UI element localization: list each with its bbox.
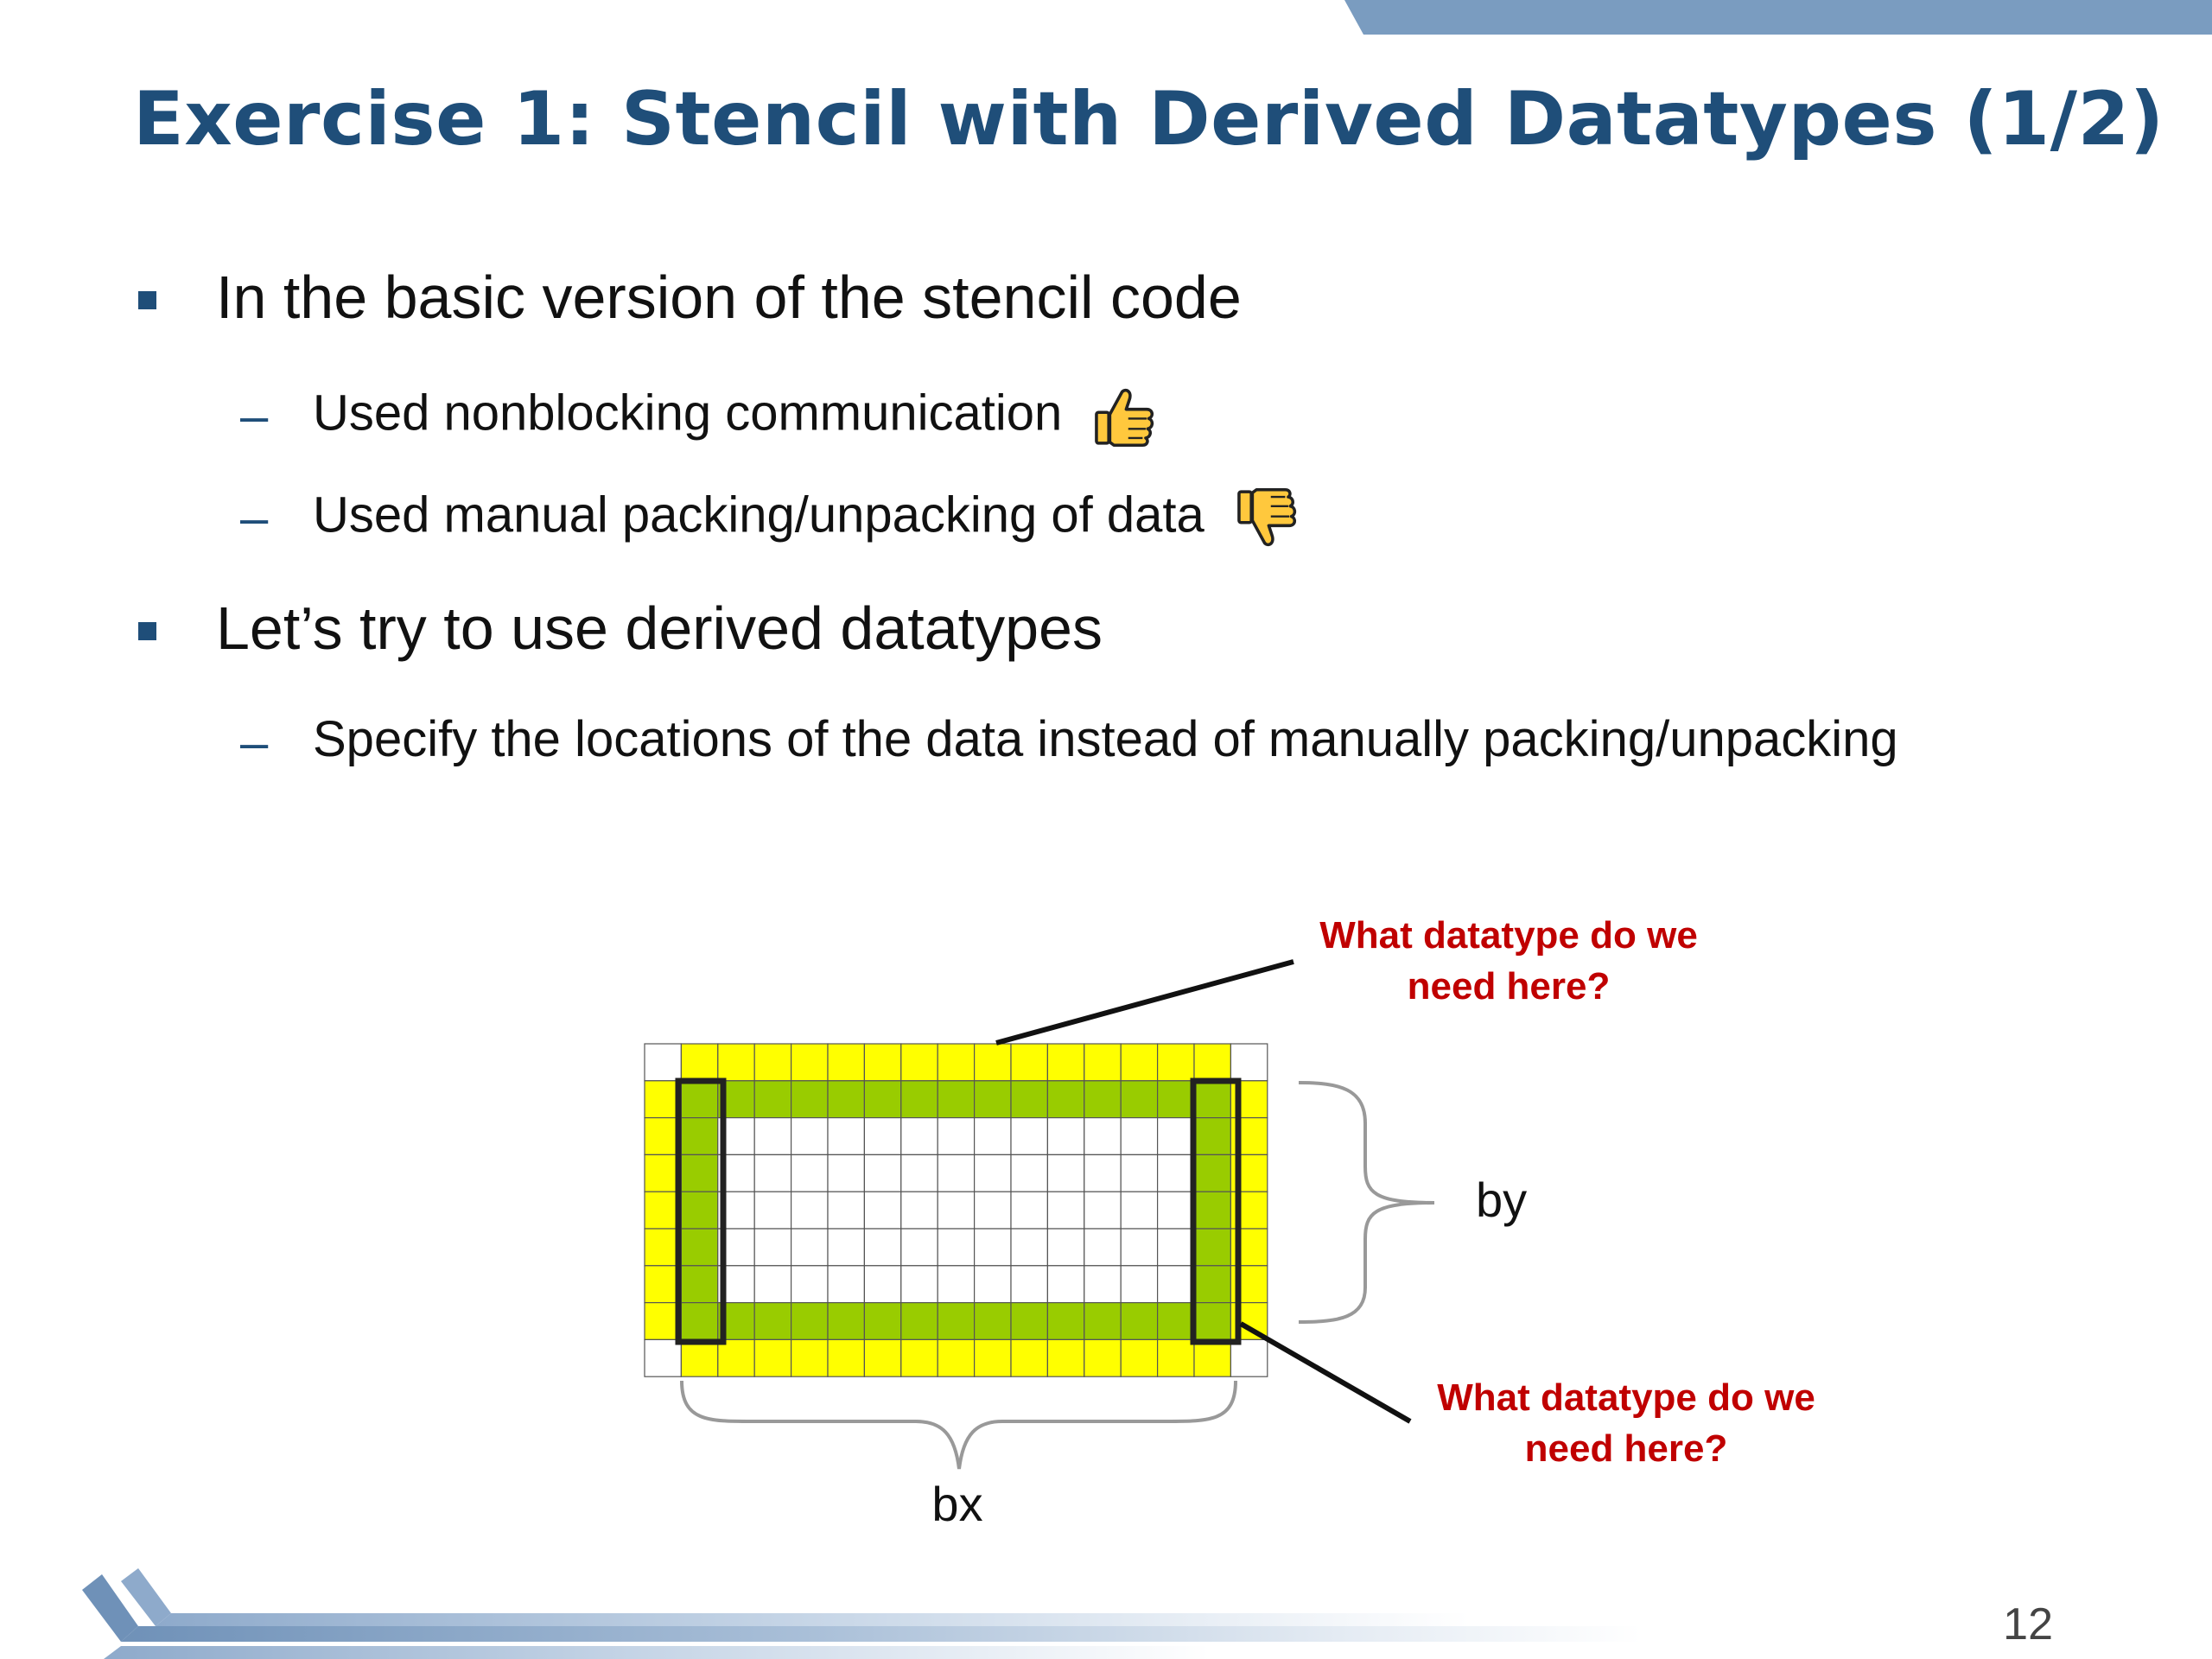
- interior-cell: [1158, 1192, 1194, 1229]
- halo-cell: [901, 1339, 938, 1376]
- page-number: 12: [2003, 1599, 2053, 1649]
- bullet-1: In the basic version of the stencil code: [216, 264, 1242, 331]
- boundary-cell: [1084, 1081, 1121, 1118]
- boundary-cell: [1158, 1303, 1194, 1340]
- interior-cell: [791, 1229, 828, 1266]
- interior-cell: [1158, 1229, 1194, 1266]
- halo-cell: [975, 1044, 1011, 1081]
- sub-bullet-text: Used nonblocking communication: [313, 385, 1063, 442]
- interior-cell: [828, 1229, 864, 1266]
- corner-cell: [645, 1044, 681, 1081]
- callout-top-line1: What datatype do we: [1319, 914, 1698, 957]
- halo-cell: [938, 1044, 974, 1081]
- boundary-cell: [681, 1118, 717, 1155]
- interior-cell: [1121, 1229, 1157, 1266]
- boundary-cell: [864, 1303, 900, 1340]
- interior-cell: [864, 1266, 900, 1303]
- interior-cell: [1047, 1154, 1084, 1192]
- bx-label: bx: [931, 1477, 983, 1531]
- interior-cell: [754, 1154, 791, 1192]
- interior-cell: [1084, 1154, 1121, 1192]
- halo-cell: [1084, 1044, 1121, 1081]
- boundary-cell: [754, 1303, 791, 1340]
- halo-cell: [1011, 1044, 1047, 1081]
- interior-cell: [1047, 1192, 1084, 1229]
- interior-cell: [1121, 1118, 1157, 1155]
- boundary-cell: [828, 1081, 864, 1118]
- bullet-2: Let’s try to use derived datatypes: [216, 594, 1103, 662]
- boundary-cell: [1194, 1192, 1230, 1229]
- halo-cell: [1047, 1339, 1084, 1376]
- boundary-cell: [975, 1303, 1011, 1340]
- halo-cell: [975, 1339, 1011, 1376]
- boundary-cell: [681, 1081, 717, 1118]
- boundary-cell: [1158, 1081, 1194, 1118]
- boundary-cell: [1194, 1081, 1230, 1118]
- interior-cell: [901, 1229, 938, 1266]
- interior-cell: [1011, 1118, 1047, 1155]
- interior-cell: [864, 1192, 900, 1229]
- slide-title: Exercise 1: Stencil with Derived Datatypes (1/2): [133, 76, 2164, 162]
- interior-cell: [1158, 1154, 1194, 1192]
- halo-cell: [938, 1339, 974, 1376]
- boundary-cell: [1011, 1303, 1047, 1340]
- halo-cell: [1047, 1044, 1084, 1081]
- boundary-cell: [681, 1154, 717, 1192]
- interior-cell: [864, 1229, 900, 1266]
- corner-cell: [645, 1339, 681, 1376]
- interior-cell: [1047, 1118, 1084, 1155]
- boundary-cell: [681, 1192, 717, 1229]
- interior-cell: [1011, 1229, 1047, 1266]
- halo-cell: [791, 1339, 828, 1376]
- halo-cell: [864, 1044, 900, 1081]
- interior-cell: [864, 1118, 900, 1155]
- sub-bullet-2-1: Specify the locations of the data instead of manually packing/unpacking: [313, 711, 1898, 767]
- halo-cell: [1121, 1339, 1157, 1376]
- interior-cell: [1121, 1266, 1157, 1303]
- sub-bullet-dash: –: [240, 490, 269, 546]
- halo-cell: [754, 1339, 791, 1376]
- halo-cell: [681, 1339, 717, 1376]
- interior-cell: [938, 1118, 974, 1155]
- interior-cell: [975, 1154, 1011, 1192]
- interior-cell: [791, 1192, 828, 1229]
- callout-bottom-line2: need here?: [1524, 1427, 1728, 1470]
- interior-cell: [1047, 1229, 1084, 1266]
- halo-cell: [718, 1044, 754, 1081]
- stencil-grid: [645, 1044, 1268, 1376]
- halo-cell: [1011, 1339, 1047, 1376]
- interior-cell: [754, 1192, 791, 1229]
- interior-cell: [791, 1154, 828, 1192]
- halo-cell: [1121, 1044, 1157, 1081]
- interior-cell: [1084, 1229, 1121, 1266]
- boundary-cell: [1194, 1303, 1230, 1340]
- halo-cell: [1158, 1044, 1194, 1081]
- interior-cell: [1047, 1266, 1084, 1303]
- footer-decoration: [0, 1529, 2212, 1659]
- boundary-cell: [975, 1081, 1011, 1118]
- boundary-cell: [864, 1081, 900, 1118]
- interior-cell: [1011, 1192, 1047, 1229]
- sub-bullet-text: Used manual packing/unpacking of data: [313, 486, 1205, 543]
- interior-cell: [1011, 1154, 1047, 1192]
- boundary-cell: [1011, 1081, 1047, 1118]
- interior-cell: [791, 1118, 828, 1155]
- interior-cell: [754, 1229, 791, 1266]
- halo-cell: [791, 1044, 828, 1081]
- boundary-cell: [1121, 1081, 1157, 1118]
- interior-cell: [1084, 1118, 1121, 1155]
- interior-cell: [1084, 1192, 1121, 1229]
- boundary-cell: [938, 1081, 974, 1118]
- callout-bottom-line1: What datatype do we: [1437, 1376, 1815, 1419]
- interior-cell: [1121, 1154, 1157, 1192]
- corner-cell: [1230, 1339, 1267, 1376]
- boundary-cell: [1194, 1118, 1230, 1155]
- boundary-cell: [901, 1081, 938, 1118]
- interior-cell: [901, 1266, 938, 1303]
- interior-cell: [1084, 1266, 1121, 1303]
- boundary-cell: [681, 1303, 717, 1340]
- interior-cell: [828, 1192, 864, 1229]
- halo-cell: [754, 1044, 791, 1081]
- halo-cell: [1158, 1339, 1194, 1376]
- interior-cell: [901, 1154, 938, 1192]
- boundary-cell: [1194, 1229, 1230, 1266]
- boundary-cell: [938, 1303, 974, 1340]
- halo-cell: [828, 1044, 864, 1081]
- interior-cell: [938, 1229, 974, 1266]
- halo-cell: [828, 1339, 864, 1376]
- boundary-cell: [1084, 1303, 1121, 1340]
- sub-bullet-dash: –: [240, 388, 269, 444]
- interior-cell: [754, 1118, 791, 1155]
- interior-cell: [1121, 1192, 1157, 1229]
- boundary-cell: [681, 1266, 717, 1303]
- interior-cell: [1158, 1266, 1194, 1303]
- interior-cell: [938, 1154, 974, 1192]
- halo-cell: [1084, 1339, 1121, 1376]
- interior-cell: [975, 1266, 1011, 1303]
- halo-cell: [718, 1339, 754, 1376]
- interior-cell: [754, 1266, 791, 1303]
- interior-cell: [938, 1192, 974, 1229]
- boundary-cell: [681, 1229, 717, 1266]
- halo-cell: [1194, 1339, 1230, 1376]
- boundary-cell: [1047, 1303, 1084, 1340]
- boundary-cell: [901, 1303, 938, 1340]
- interior-cell: [901, 1118, 938, 1155]
- halo-cell: [1194, 1044, 1230, 1081]
- interior-cell: [975, 1118, 1011, 1155]
- interior-cell: [1011, 1266, 1047, 1303]
- interior-cell: [975, 1229, 1011, 1266]
- interior-cell: [1158, 1118, 1194, 1155]
- interior-cell: [828, 1154, 864, 1192]
- interior-cell: [864, 1154, 900, 1192]
- bx-brace: [682, 1381, 1236, 1469]
- interior-cell: [938, 1266, 974, 1303]
- interior-cell: [791, 1266, 828, 1303]
- boundary-cell: [828, 1303, 864, 1340]
- halo-cell: [901, 1044, 938, 1081]
- interior-cell: [901, 1192, 938, 1229]
- by-label: by: [1476, 1173, 1528, 1227]
- boundary-cell: [791, 1303, 828, 1340]
- boundary-cell: [754, 1081, 791, 1118]
- boundary-cell: [791, 1081, 828, 1118]
- interior-cell: [828, 1266, 864, 1303]
- boundary-cell: [1194, 1266, 1230, 1303]
- boundary-cell: [1047, 1081, 1084, 1118]
- boundary-cell: [1121, 1303, 1157, 1340]
- callout-pointer-top: [996, 962, 1294, 1043]
- callout-top-line2: need here?: [1407, 965, 1611, 1007]
- interior-cell: [975, 1192, 1011, 1229]
- sub-bullet-dash: –: [240, 715, 269, 771]
- interior-cell: [828, 1118, 864, 1155]
- corner-cell: [1230, 1044, 1267, 1081]
- halo-cell: [681, 1044, 717, 1081]
- halo-cell: [864, 1339, 900, 1376]
- boundary-cell: [1194, 1154, 1230, 1192]
- by-brace: [1299, 1083, 1434, 1322]
